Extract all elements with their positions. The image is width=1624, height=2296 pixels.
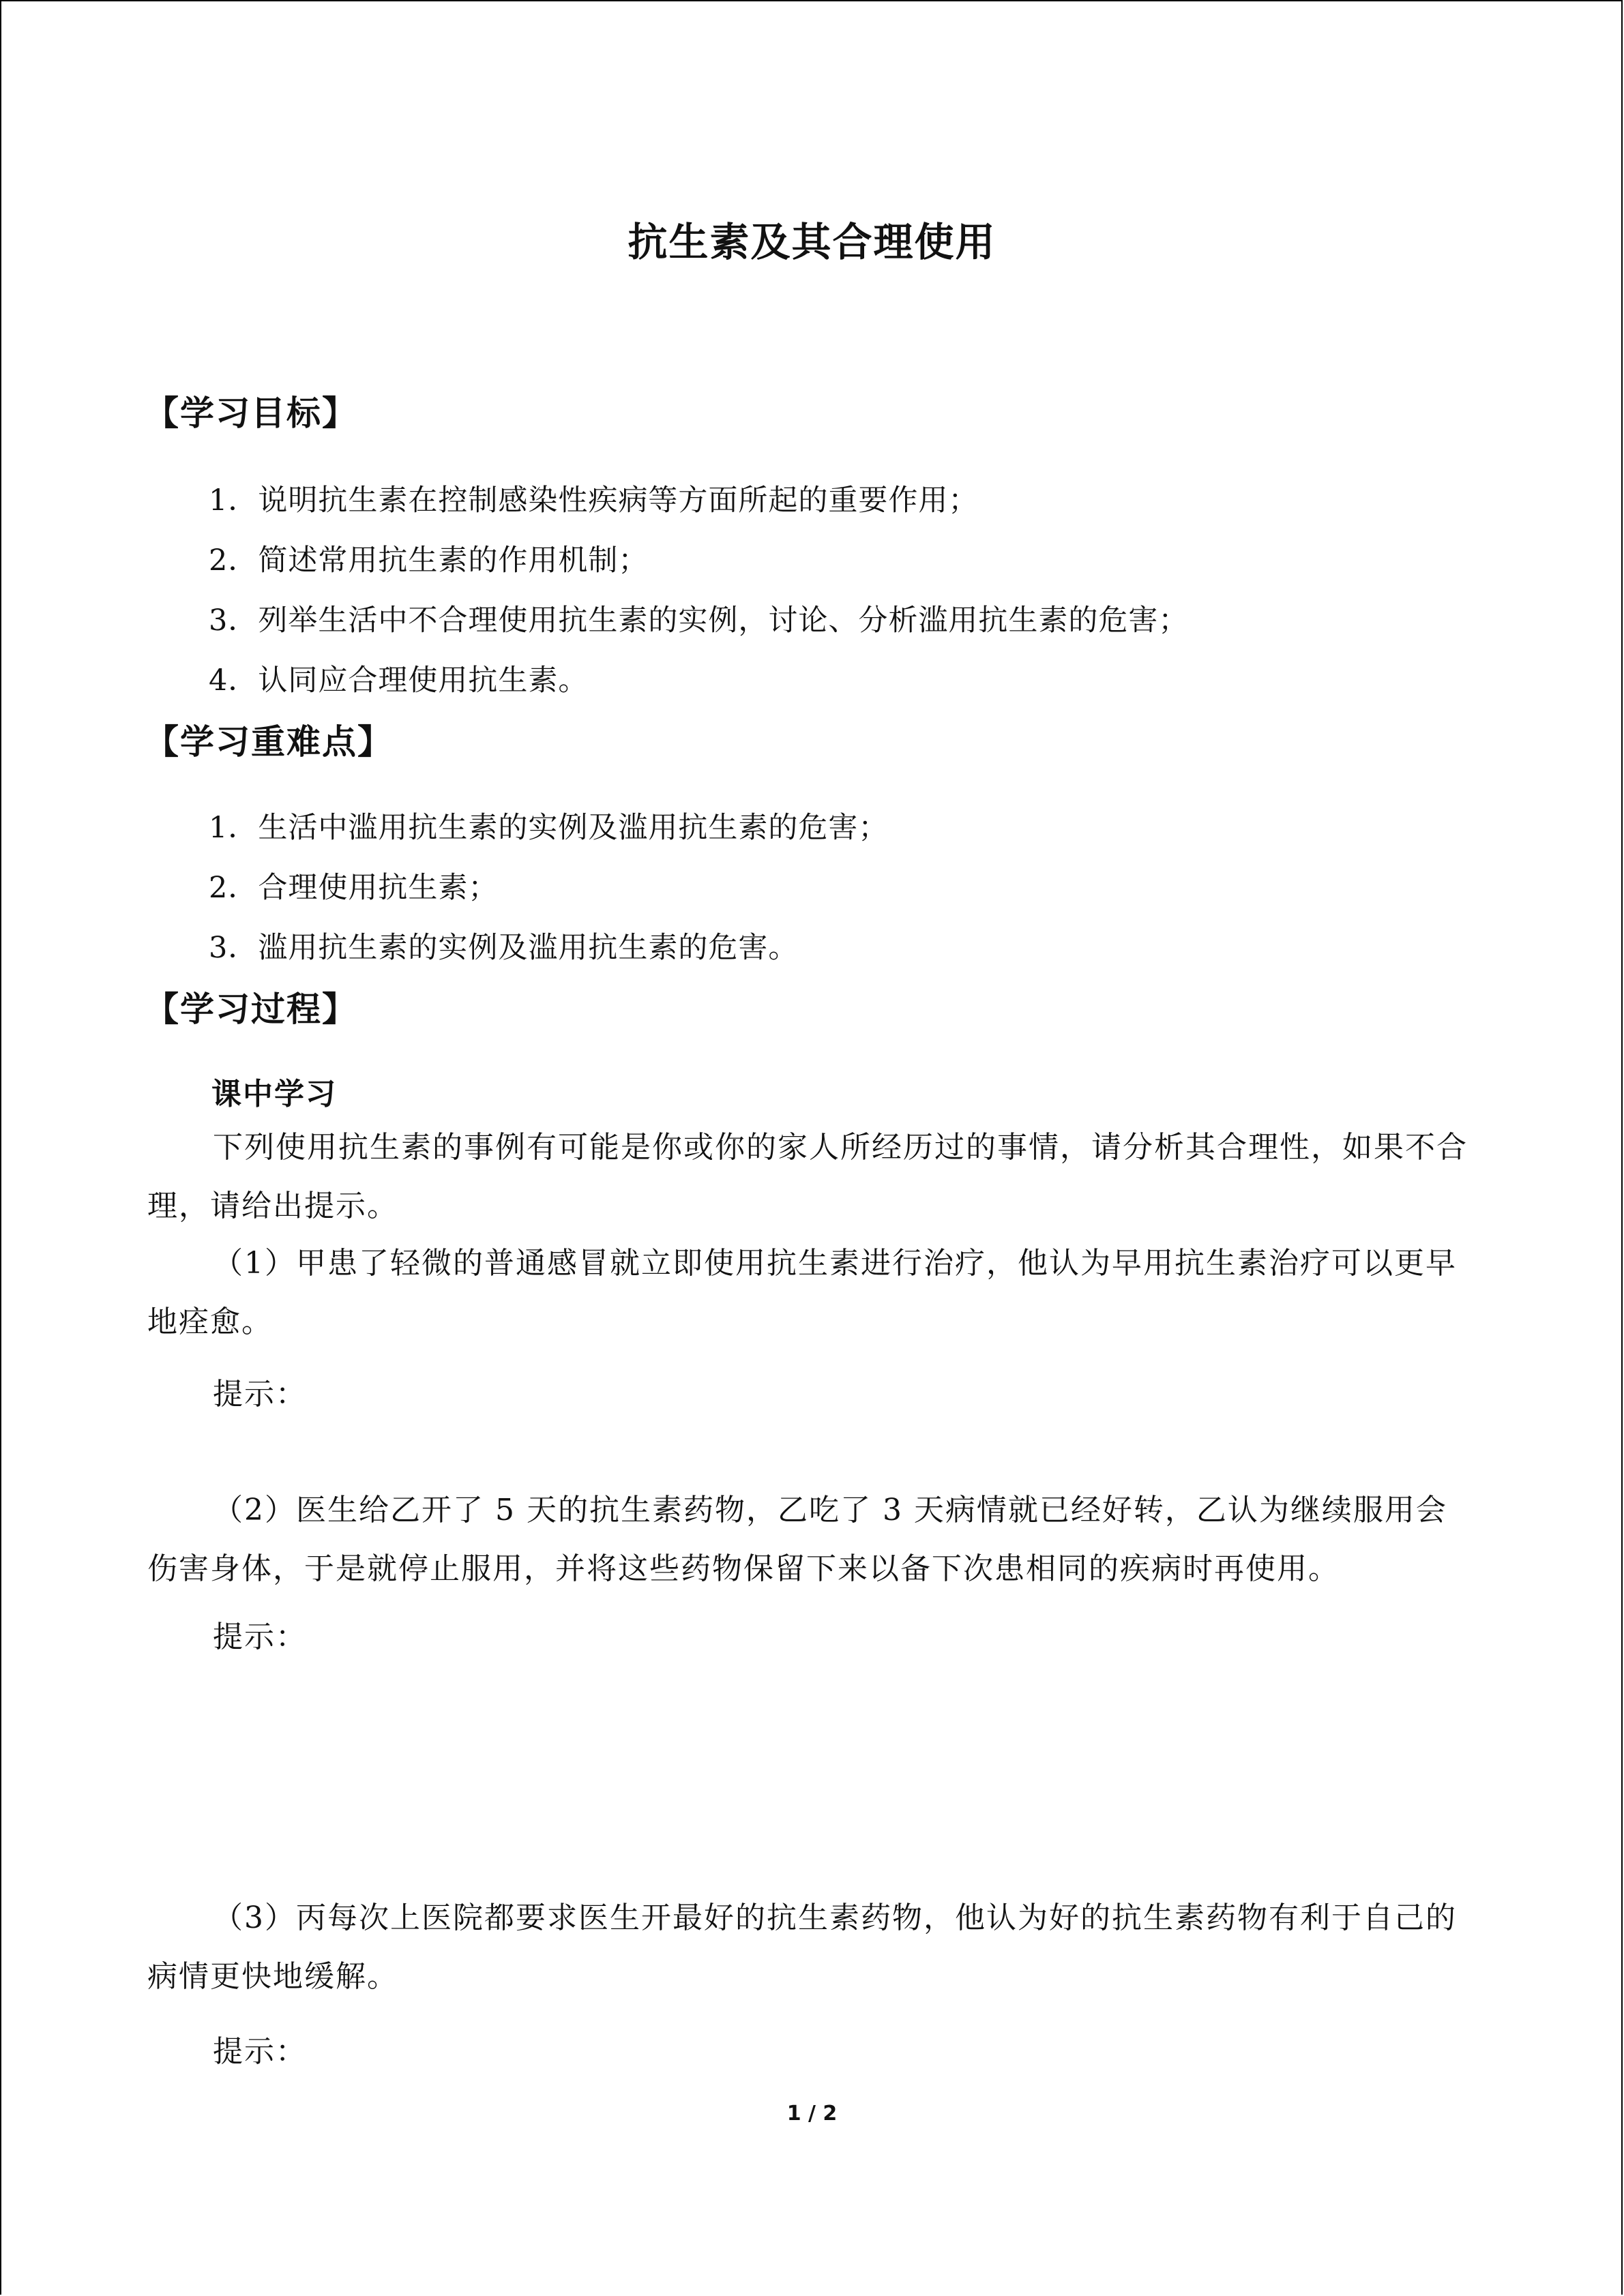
key-point-item: 3．滥用抗生素的实例及滥用抗生素的危害。 [209, 931, 799, 965]
process-heading: 【学习过程】 [145, 989, 357, 1029]
objective-item: 4．认同应合理使用抗生素。 [209, 664, 589, 698]
objective-item: 2．简述常用抗生素的作用机制； [209, 543, 649, 578]
case-paragraph-3: （3）丙每次上医院都要求医生开最好的抗生素药物，他认为好的抗生素药物有利于自己的病情更快地缓解。 [147, 1900, 1457, 1994]
objectives-heading: 【学习目标】 [145, 393, 357, 433]
key-point-item: 1．生活中滥用抗生素的实例及滥用抗生素的危害； [209, 811, 889, 845]
objective-item: 1．说明抗生素在控制感染性疾病等方面所起的重要作用； [209, 483, 979, 518]
document-title: 抗生素及其合理使用 [628, 219, 996, 265]
page-number: 1 / 2 [786, 2102, 838, 2126]
key-point-item: 2．合理使用抗生素； [209, 871, 499, 905]
hint-label-3: 提示： [213, 2034, 307, 2069]
intro-paragraph: 下列使用抗生素的事例有可能是你或你的家人所经历过的事情，请分析其合理性，如果不合理，请给出提示。 [147, 1130, 1468, 1223]
objective-item: 3．列举生活中不合理使用抗生素的实例，讨论、分析滥用抗生素的危害； [209, 603, 1189, 638]
in-class-subheading: 课中学习 [211, 1077, 337, 1112]
case-paragraph-1: （1）甲患了轻微的普通感冒就立即使用抗生素进行治疗，他认为早用抗生素治疗可以更早地痊愈。 [147, 1246, 1457, 1339]
key-points-heading: 【学习重难点】 [145, 722, 393, 762]
hint-label-1: 提示： [213, 1377, 307, 1412]
case-paragraph-2: （2）医生给乙开了 5 天的抗生素药物，乙吃了 3 天病情就已经好转，乙认为继续服用会伤害身体，于是就停止服用，并将这些药物保留下来以备下次患相同的疾病时再使用。 [147, 1493, 1447, 1586]
hint-label-2: 提示： [213, 1620, 307, 1654]
